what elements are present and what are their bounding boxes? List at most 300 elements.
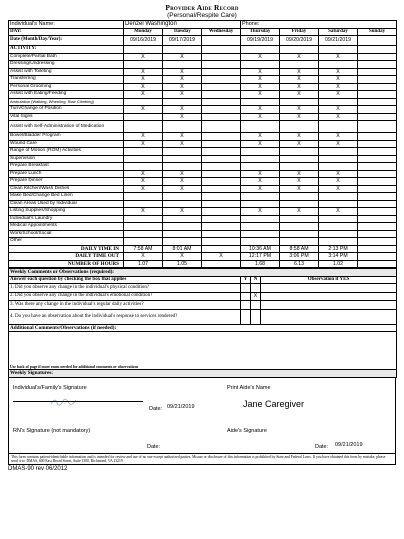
activity-row [9,208,397,216]
activity-row [9,106,397,114]
date-cell[interactable]: 09/19/2019 [241,36,280,46]
activity-mark-cell[interactable] [163,163,202,171]
no-checkbox[interactable]: X [251,292,261,301]
activity-mark-cell[interactable] [319,230,358,238]
activity-mark-cell[interactable] [319,215,358,223]
activity-mark-cell[interactable] [358,106,397,114]
activity-mark-cell[interactable] [358,185,397,193]
activity-label-row [9,46,397,54]
hours-cell[interactable]: 1.05 [163,260,202,268]
activity-mark-cell[interactable] [124,200,163,208]
activity-mark-cell[interactable] [202,91,241,99]
activity-name: Prepare Lunch [9,170,124,178]
yes-header: Y [241,276,251,284]
time-out-cell[interactable]: 12:17 PM [241,253,280,261]
activity-mark-cell[interactable] [280,200,319,208]
activity-mark-cell[interactable]: X [319,53,358,61]
activity-row [9,98,397,106]
hours-cell[interactable]: 6.13 [280,260,319,268]
activity-row [9,193,397,201]
activity-mark-cell[interactable] [358,155,397,163]
activity-mark-cell[interactable] [319,61,358,69]
activity-mark-cell[interactable]: X [319,140,358,148]
activity-mark-cell[interactable] [202,53,241,61]
day-label: DAY: [9,28,124,36]
activity-mark-cell[interactable]: X [280,91,319,99]
activity-mark-cell[interactable]: X [241,113,280,121]
activity-name: Wound Care [9,140,124,148]
activity-mark-cell[interactable] [280,238,319,246]
activity-mark-cell[interactable] [280,215,319,223]
activity-mark-cell[interactable] [163,238,202,246]
activity-mark-cell[interactable] [319,98,358,106]
time-in-cell[interactable]: 2:13 PM [319,245,358,253]
backpage-note: Use back of page if more room needed for additional comments or observations [10,364,139,369]
activity-mark-cell[interactable] [202,170,241,178]
activity-mark-cell[interactable] [358,193,397,201]
activity-mark-cell[interactable]: X [319,83,358,91]
activity-mark-cell[interactable]: X [280,178,319,186]
observation-field[interactable] [261,292,397,301]
activity-mark-cell[interactable]: X [124,106,163,114]
activity-mark-cell[interactable] [358,140,397,148]
activity-mark-cell[interactable] [358,223,397,231]
activity-mark-cell[interactable] [358,98,397,106]
activity-label: ACTIVITY: [9,46,124,54]
activity-mark-cell[interactable] [358,215,397,223]
activity-mark-cell[interactable] [202,121,241,133]
activity-mark-cell[interactable]: X [163,185,202,193]
activity-mark-cell[interactable]: X [124,170,163,178]
activity-name: Listing Supplies/Shopping [9,208,124,216]
activity-mark-cell[interactable] [358,83,397,91]
activity-mark-cell[interactable] [163,200,202,208]
activity-mark-cell[interactable] [358,208,397,216]
activity-mark-cell[interactable] [241,200,280,208]
activity-name: Individual's Laundry [9,215,124,223]
additional-comments-field[interactable] [9,332,397,370]
activity-mark-cell[interactable] [358,76,397,84]
question-text: 1. Did you observe any change in the individual's physical condition? [9,284,241,293]
activity-name: Ambulation (Walking, Wheeling, Stair Climbing) [9,98,124,106]
question-text: 4. Do you have an observation about the individual's response to services rendered? [9,309,241,324]
privacy-notice: This form contains patient-identifiable information and is intended for review and use of no one except authorized parties. Misuse or disclosure of this information is prohibited by State and Federal Laws. If you have obtained this form by mistake, please send it to: DMAS, 600 East Broad Street, Suite 1300, Richmond, VA 23219 [8,454,396,466]
activity-mark-cell[interactable]: X [124,76,163,84]
activity-mark-cell[interactable]: X [241,185,280,193]
activity-mark-cell[interactable] [358,61,397,69]
no-checkbox[interactable] [251,301,261,310]
provider-aide-record-form [8,4,396,472]
activity-mark-cell[interactable] [202,208,241,216]
activity-mark-cell[interactable]: X [319,178,358,186]
individual-name-label: Individual's Name: [9,21,124,29]
activity-row [9,53,397,61]
date-cell[interactable]: 09/21/2019 [319,36,358,46]
activity-row [9,155,397,163]
activity-mark-cell[interactable]: X [241,170,280,178]
activity-mark-cell[interactable] [124,215,163,223]
activity-name: Dressing/Undressing [9,61,124,69]
activity-row [9,185,397,193]
activity-mark-cell[interactable] [202,83,241,91]
activity-mark-cell[interactable]: X [163,170,202,178]
observation-header: Observation if YES [261,276,397,284]
question-text: 3. Was there any change in the individual's regular daily activities? [9,301,241,310]
activity-mark-cell[interactable] [202,113,241,121]
activity-name: Prepare Dinner [9,178,124,186]
activity-mark-cell[interactable] [124,155,163,163]
date-label: Date (Month/Day/Year): [9,36,124,46]
activity-row [9,113,397,121]
activity-mark-cell[interactable] [358,163,397,171]
activity-mark-cell[interactable]: X [163,133,202,141]
activity-row [9,140,397,148]
activity-row [9,223,397,231]
activity-mark-cell[interactable]: X [280,68,319,76]
activity-mark-cell[interactable] [124,193,163,201]
activity-mark-cell[interactable] [202,223,241,231]
activity-name: Turn/Change of Position [9,106,124,114]
day-header: Tuesday [163,28,202,36]
activity-name: Vital Signs [9,113,124,121]
phone-label: Phone: [241,21,397,29]
activity-mark-cell[interactable]: X [163,68,202,76]
time-in-label: DAILY TIME IN [9,245,124,253]
activity-mark-cell[interactable] [163,155,202,163]
activity-mark-cell[interactable]: X [124,83,163,91]
activity-mark-cell[interactable] [124,98,163,106]
activity-mark-cell[interactable] [124,113,163,121]
individual-name-value: Denzel Washington [124,21,241,29]
activity-row [9,178,397,186]
activity-mark-cell[interactable]: X [319,170,358,178]
activity-name: Personal Grooming [9,83,124,91]
activity-row [9,76,397,84]
aide-date-value[interactable]: 09/21/2019 [335,441,363,448]
yes-checkbox[interactable] [241,284,251,293]
activity-mark-cell[interactable] [163,98,202,106]
activity-mark-cell[interactable] [163,61,202,69]
activity-mark-cell[interactable]: X [163,113,202,121]
individual-name-row [9,21,397,29]
individual-date-value[interactable]: 09/21/2019 [167,403,195,410]
activity-mark-cell[interactable] [358,68,397,76]
activity-mark-cell[interactable] [280,155,319,163]
activity-mark-cell[interactable]: X [124,68,163,76]
hours-cell[interactable]: 1.07 [124,260,163,268]
activity-mark-cell[interactable] [124,61,163,69]
activity-mark-cell[interactable] [124,223,163,231]
activity-mark-cell[interactable] [241,155,280,163]
activity-mark-cell[interactable]: X [124,133,163,141]
observation-field[interactable] [261,301,397,310]
yes-checkbox[interactable] [241,301,251,310]
activity-mark-cell[interactable]: X [241,178,280,186]
activity-mark-cell[interactable] [124,230,163,238]
activity-mark-cell[interactable]: X [163,140,202,148]
time-out-cell[interactable]: X [124,253,163,261]
time-in-cell[interactable]: 8:01 AM [163,245,202,253]
activity-mark-cell[interactable] [319,200,358,208]
activity-mark-cell[interactable] [202,98,241,106]
activity-mark-cell[interactable] [358,238,397,246]
activity-mark-cell[interactable] [358,121,397,133]
activity-mark-cell[interactable]: X [163,91,202,99]
activity-mark-cell[interactable]: X [241,140,280,148]
activity-name: Assist with Toileting [9,68,124,76]
activity-name: Prepare Breakfast [9,163,124,171]
activity-mark-cell[interactable] [280,98,319,106]
activity-mark-cell[interactable] [280,223,319,231]
activity-mark-cell[interactable] [202,185,241,193]
activity-mark-cell[interactable] [202,61,241,69]
yes-checkbox[interactable] [241,309,251,324]
activity-mark-cell[interactable] [241,121,280,133]
day-header: Thursday [241,28,280,36]
date-cell[interactable]: 09/17/2019 [163,36,202,46]
activity-mark-cell[interactable] [280,148,319,156]
activity-mark-cell[interactable] [124,148,163,156]
time-out-cell[interactable] [358,253,397,261]
activity-mark-cell[interactable] [124,163,163,171]
activity-mark-cell[interactable] [202,76,241,84]
activity-mark-cell[interactable] [280,230,319,238]
signature-area [8,378,396,454]
activity-mark-cell[interactable]: X [163,76,202,84]
no-header: N [251,276,261,284]
weekly-signatures-heading: Weekly Signatures: [9,370,397,378]
activity-mark-cell[interactable]: X [124,208,163,216]
individual-signature-image [49,397,79,407]
activity-mark-cell[interactable]: X [319,133,358,141]
day-header: Wednesday [202,28,241,36]
activity-mark-cell[interactable] [202,140,241,148]
activity-mark-cell[interactable]: X [124,185,163,193]
activity-mark-cell[interactable] [202,106,241,114]
activity-row [9,230,397,238]
activity-mark-cell[interactable]: X [124,91,163,99]
activity-mark-cell[interactable] [241,230,280,238]
activity-mark-cell[interactable] [241,61,280,69]
activity-mark-cell[interactable]: X [280,53,319,61]
activity-mark-cell[interactable]: X [280,106,319,114]
activity-mark-cell[interactable]: X [280,113,319,121]
hours-row [9,260,397,268]
activity-mark-cell[interactable] [280,61,319,69]
activity-mark-cell[interactable] [124,238,163,246]
activity-mark-cell[interactable]: X [280,185,319,193]
activity-mark-cell[interactable] [358,133,397,141]
activity-mark-cell[interactable] [241,163,280,171]
time-out-row [9,253,397,261]
activity-name: Other [9,238,124,246]
aide-name-label: Print Aide's Name [227,384,271,391]
form-id: DMAS-90 rev 06/2012 [8,466,68,473]
hours-cell[interactable] [202,260,241,268]
activity-mark-cell[interactable] [202,193,241,201]
activity-mark-cell[interactable] [319,121,358,133]
activity-mark-cell[interactable] [241,238,280,246]
activity-mark-cell[interactable] [241,215,280,223]
observation-field[interactable] [261,309,397,324]
activity-mark-cell[interactable]: X [241,208,280,216]
activity-mark-cell[interactable] [319,148,358,156]
activity-mark-cell[interactable] [319,223,358,231]
activity-mark-cell[interactable] [358,170,397,178]
time-in-cell[interactable] [202,245,241,253]
activity-mark-cell[interactable] [241,193,280,201]
activity-mark-cell[interactable] [358,91,397,99]
activity-mark-cell[interactable]: X [319,208,358,216]
activity-mark-cell[interactable] [202,68,241,76]
activity-mark-cell[interactable]: X [163,83,202,91]
activity-mark-cell[interactable]: X [241,133,280,141]
time-in-cell[interactable] [358,245,397,253]
activity-mark-cell[interactable] [163,148,202,156]
activity-mark-cell[interactable]: X [124,178,163,186]
activity-mark-cell[interactable] [202,178,241,186]
activity-mark-cell[interactable]: X [319,91,358,99]
activity-mark-cell[interactable] [358,53,397,61]
activity-mark-cell[interactable]: X [280,170,319,178]
activity-name: Supervision [9,155,124,163]
activity-name: Medical Appointments [9,223,124,231]
activity-mark-cell[interactable]: X [163,178,202,186]
observation-field[interactable] [261,284,397,293]
activity-mark-cell[interactable] [202,133,241,141]
activity-mark-cell[interactable] [319,238,358,246]
no-checkbox[interactable] [251,309,261,324]
rn-signature-label: RN's Signature (not mandatory) [13,427,91,434]
activity-name: Range of Motion (ROM) Activities [9,148,124,156]
hours-cell[interactable]: 1.68 [241,260,280,268]
time-out-cell[interactable]: X [163,253,202,261]
activity-mark-cell[interactable]: X [124,140,163,148]
no-checkbox[interactable] [251,284,261,293]
activity-mark-cell[interactable] [358,230,397,238]
activity-mark-cell[interactable] [163,230,202,238]
aide-signature-label: Aide's Signature [227,427,267,434]
activity-mark-cell[interactable] [163,193,202,201]
time-in-row [9,245,397,253]
activity-mark-cell[interactable] [202,155,241,163]
activity-mark-cell[interactable]: X [280,83,319,91]
time-out-cell[interactable]: 3:06 PM [280,253,319,261]
date-cell[interactable] [358,36,397,46]
hours-cell[interactable]: 1.02 [319,260,358,268]
aide-name-value[interactable]: Jane Caregiver [243,398,305,409]
hours-cell[interactable] [358,260,397,268]
activity-mark-cell[interactable] [202,230,241,238]
activity-mark-cell[interactable] [358,178,397,186]
activity-row [9,148,397,156]
activity-mark-cell[interactable]: X [241,83,280,91]
activity-mark-cell[interactable] [319,163,358,171]
time-in-cell[interactable]: 8:58 AM [280,245,319,253]
activity-mark-cell[interactable]: X [124,53,163,61]
activity-mark-cell[interactable] [319,155,358,163]
activity-mark-cell[interactable]: X [280,133,319,141]
activity-name: Work/School/Social [9,230,124,238]
day-header-row [9,28,397,36]
activity-row [9,238,397,246]
activity-mark-cell[interactable] [241,223,280,231]
activity-name: Assist with Self-Administration of Medication [9,121,124,133]
activity-mark-cell[interactable]: X [280,208,319,216]
activity-mark-cell[interactable] [358,113,397,121]
activity-mark-cell[interactable] [280,193,319,201]
rn-date-label: Date: [147,443,161,450]
activity-mark-cell[interactable]: X [241,53,280,61]
individual-date-label: Date: [149,405,163,412]
activity-mark-cell[interactable] [280,121,319,133]
time-out-cell[interactable]: 3:14 PM [319,253,358,261]
day-header: Saturday [319,28,358,36]
activity-mark-cell[interactable]: X [319,113,358,121]
activity-mark-cell[interactable]: X [241,76,280,84]
activity-mark-cell[interactable] [202,200,241,208]
activity-row [9,91,397,99]
activity-mark-cell[interactable] [124,121,163,133]
individual-signature-label: Individual's/Family's Signature [13,384,87,391]
activity-name: Bowel/Bladder Program [9,133,124,141]
form-subtitle: (Personal/Respite Care) [167,12,237,19]
time-in-cell[interactable]: 10:36 AM [241,245,280,253]
activity-mark-cell[interactable] [280,163,319,171]
activity-mark-cell[interactable] [241,98,280,106]
activity-name: Assist with Eating/Feeding [9,91,124,99]
activity-mark-cell[interactable] [163,215,202,223]
aide-date-label: Date: [315,443,329,450]
activity-mark-cell[interactable] [358,148,397,156]
yes-checkbox[interactable] [241,292,251,301]
date-cell[interactable]: 09/20/2019 [280,36,319,46]
activity-mark-cell[interactable] [241,148,280,156]
time-out-cell[interactable]: X [202,253,241,261]
activity-mark-cell[interactable] [202,148,241,156]
date-cell[interactable]: 09/16/2019 [124,36,163,46]
activity-mark-cell[interactable]: X [280,76,319,84]
activity-name: Complete/Partial Bath [9,53,124,61]
activity-row [9,215,397,223]
activity-mark-cell[interactable] [202,215,241,223]
activity-mark-cell[interactable] [202,238,241,246]
activity-mark-cell[interactable]: X [241,68,280,76]
activity-mark-cell[interactable]: X [163,208,202,216]
activity-mark-cell[interactable]: X [163,53,202,61]
hours-label: NUMBER OF HOURS [9,260,124,268]
activity-mark-cell[interactable] [163,223,202,231]
activity-mark-cell[interactable]: X [163,106,202,114]
activity-mark-cell[interactable] [319,193,358,201]
activity-table [8,20,397,268]
weekly-comments-heading: Weekly Comments or Observations (required): [9,269,397,277]
question-text: 2. Did you observe any change in the individual's emotional condition? [9,292,241,301]
activity-mark-cell[interactable]: X [319,185,358,193]
activity-mark-cell[interactable]: X [241,106,280,114]
activity-mark-cell[interactable]: X [280,140,319,148]
activity-mark-cell[interactable]: X [319,68,358,76]
activity-name: Transferring [9,76,124,84]
date-cell[interactable] [202,36,241,46]
activity-mark-cell[interactable] [202,163,241,171]
activity-mark-cell[interactable]: X [241,91,280,99]
activity-mark-cell[interactable]: X [319,106,358,114]
time-in-cell[interactable]: 7:58 AM [124,245,163,253]
activity-mark-cell[interactable]: X [319,76,358,84]
activity-mark-cell[interactable] [163,121,202,133]
activity-mark-cell[interactable] [358,200,397,208]
